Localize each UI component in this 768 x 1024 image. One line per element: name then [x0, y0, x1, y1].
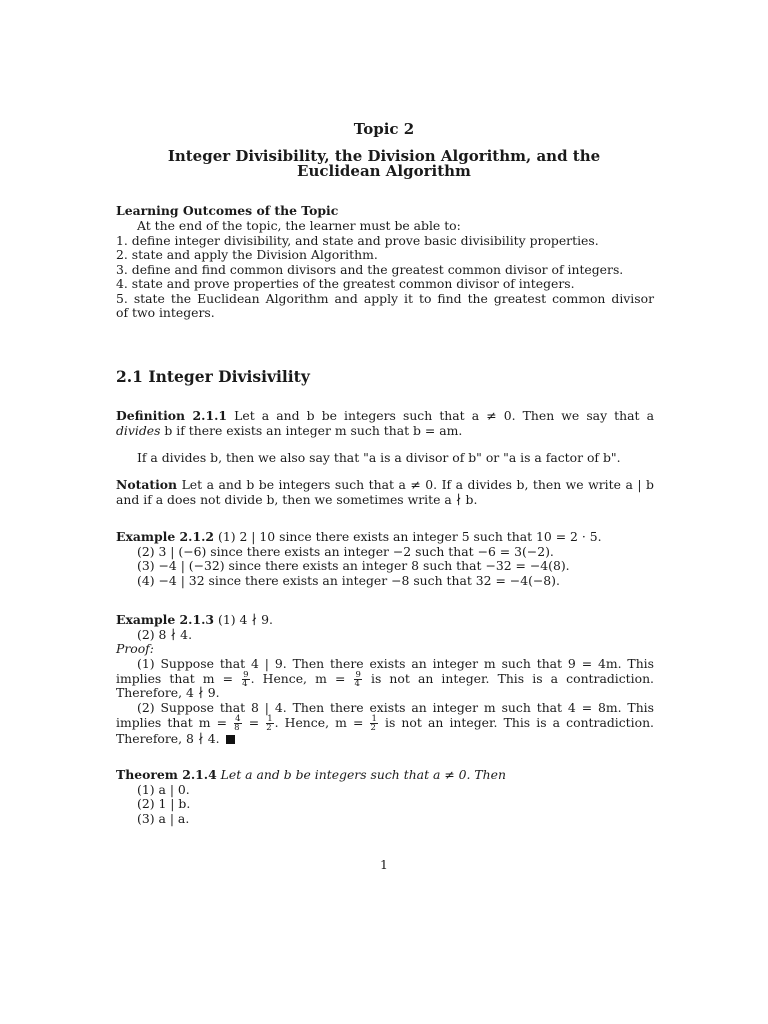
proof-1-line-1: (1) Suppose that 4 | 9. Then there exists an integer m such that 9 = 4m. This	[137, 656, 654, 671]
proof-label: Proof:	[116, 641, 154, 656]
proof-1-line-3: Therefore, 4 ∤ 9.	[116, 685, 220, 700]
outcome-item: of two integers.	[116, 305, 215, 320]
definition-line-1	[116, 409, 654, 424]
fraction	[234, 715, 241, 732]
example-item: (4) −4 | 32 since there exists an integer −8 such that 32 = −4(−8).	[137, 573, 560, 588]
proof-text: is not an integer. This is a contradiction.	[362, 671, 654, 686]
proof-text: implies that m =	[116, 715, 234, 730]
outcome-item: 5. state the Euclidean Algorithm and apply it to find the greatest common divisor	[116, 291, 654, 306]
proof-text: . Hence, m =	[250, 671, 354, 686]
example-text: (1) 2 | 10 since there exists an integer 5 such that 10 = 2 · 5.	[217, 529, 602, 544]
example-item: (3) −4 | (−32) since there exists an integer 8 such that −32 = −4(8).	[137, 558, 570, 573]
proof-2-line-2	[116, 715, 654, 732]
example-text: (1) 4 ∤ 9.	[217, 612, 273, 627]
proof-text: =	[242, 715, 266, 730]
fraction-denominator: 2	[370, 723, 376, 733]
proof-text: Therefore, 8 ∤ 4.	[116, 731, 220, 746]
example-2-1-3-line-1	[116, 613, 654, 628]
fraction-numerator: 9	[355, 670, 361, 680]
fraction-denominator: 4	[242, 679, 248, 689]
example-item: (2) 3 | (−6) since there exists an integer −2 such that −6 = 3(−2).	[137, 544, 554, 559]
proof-text: is not an integer. This is a contradiction.	[378, 715, 654, 730]
topic-heading: Topic 2	[353, 120, 415, 138]
fraction	[370, 715, 377, 732]
fraction-numerator: 9	[243, 670, 249, 680]
title-line-1: Integer Divisibility, the Division Algorithm, and the	[167, 147, 601, 165]
notation-label: Notation	[116, 477, 178, 492]
fraction-denominator: 8	[234, 723, 240, 733]
page-number: 1	[380, 857, 388, 872]
definition-text-2: b if there exists an integer m such that b = am.	[160, 423, 463, 438]
fraction-denominator: 2	[266, 723, 272, 733]
fraction-numerator: 1	[267, 714, 273, 724]
outcome-item: 4. state and prove properties of the greatest common divisor of integers.	[116, 276, 575, 291]
qed-square-icon	[226, 735, 235, 744]
example-label: Example 2.1.3	[116, 612, 215, 627]
definition-line-3: If a divides b, then we also say that "a is a divisor of b" or "a is a factor of b".	[137, 450, 621, 465]
fraction-numerator: 1	[371, 714, 377, 724]
theorem-label: Theorem 2.1.4	[116, 767, 217, 782]
theorem-statement: Let a and b be integers such that a ≠ 0. Then	[220, 767, 506, 782]
theorem-item: (3) a | a.	[137, 811, 190, 826]
example-item: (2) 8 ∤ 4.	[137, 627, 193, 642]
outcomes-heading: Learning Outcomes of the Topic	[116, 203, 339, 218]
definition-text: Let a and b be integers such that a ≠ 0. Then we say that a	[234, 408, 654, 423]
fraction-denominator: 4	[354, 679, 360, 689]
fraction-numerator: 4	[235, 714, 241, 724]
theorem-item: (1) a | 0.	[137, 782, 190, 797]
definition-line-2	[116, 424, 654, 439]
theorem-item: (2) 1 | b.	[137, 796, 191, 811]
theorem-line-1	[116, 768, 654, 783]
outcome-item: 3. define and find common divisors and the greatest common divisor of integers.	[116, 262, 624, 277]
notation-text: Let a and b be integers such that a ≠ 0. If a divides b, then we write a | b	[181, 477, 654, 492]
title-line-2: Euclidean Algorithm	[297, 162, 471, 180]
outcome-item: 2. state and apply the Division Algorithm.	[116, 247, 378, 262]
example-label: Example 2.1.2	[116, 529, 215, 544]
proof-2-line-3	[116, 732, 654, 747]
proof-2-line-1: (2) Suppose that 8 | 4. Then there exists an integer m such that 4 = 8m. This	[137, 700, 654, 715]
section-heading: 2.1 Integer Divisivility	[116, 367, 310, 386]
example-2-1-2-line-1	[116, 530, 654, 545]
divides-term: divides	[116, 423, 161, 438]
fraction	[266, 715, 273, 732]
definition-label: Definition 2.1.1	[116, 408, 228, 423]
notation-line-1	[116, 478, 654, 493]
proof-text: implies that m =	[116, 671, 242, 686]
outcomes-intro: At the end of the topic, the learner must be able to:	[137, 218, 461, 233]
proof-text: . Hence, m =	[274, 715, 370, 730]
notation-line-2: and if a does not divide b, then we sometimes write a ∤ b.	[116, 492, 478, 507]
outcome-item: 1. define integer divisibility, and state and prove basic divisibility properties.	[116, 233, 599, 248]
